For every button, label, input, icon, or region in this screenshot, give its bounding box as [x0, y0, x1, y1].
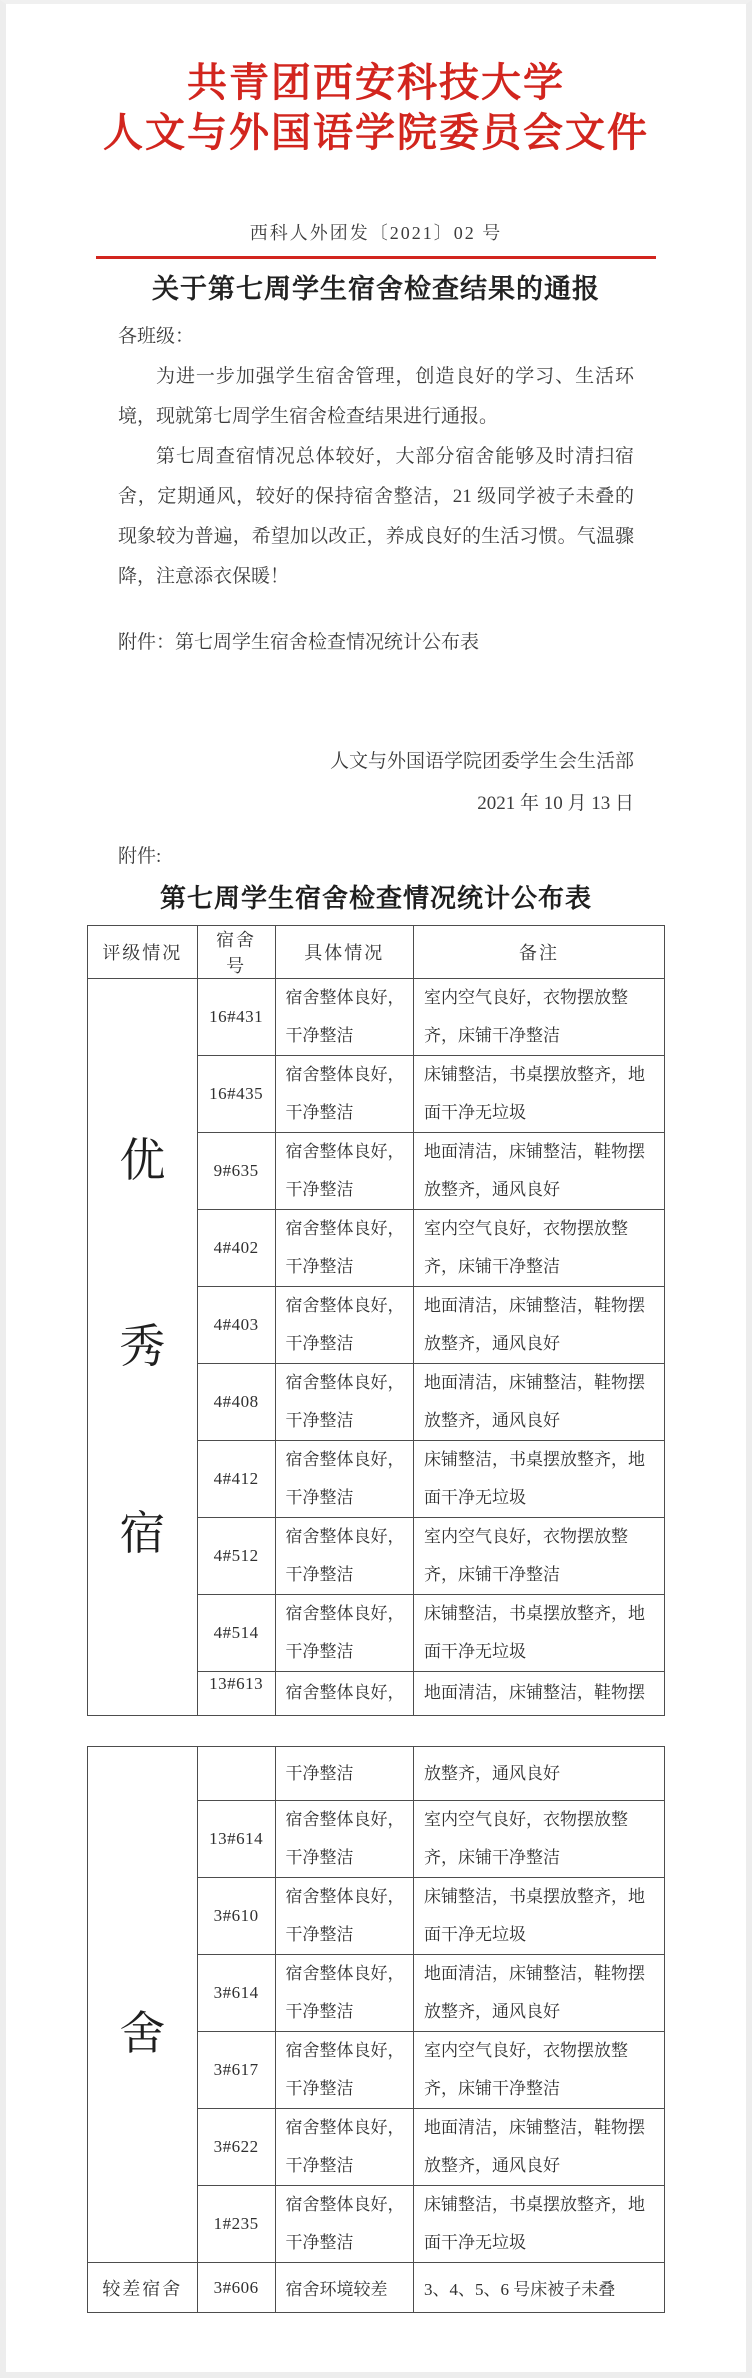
room-number: 4#408: [197, 1364, 275, 1441]
note-line: 床铺整洁，书桌摆放整齐，地: [423, 1450, 645, 1469]
note-line: 室内空气良好，衣物摆放整: [423, 988, 628, 1007]
note-cell: [413, 2186, 664, 2263]
category-char: 优: [119, 1134, 166, 1186]
detail-line: 宿舍整体良好，: [285, 2195, 405, 2214]
note-line: 齐，床铺干净整洁: [423, 1565, 560, 1584]
note-cell: [413, 1672, 664, 1716]
note-cell: [413, 1133, 664, 1210]
note-cell: [413, 979, 664, 1056]
note-cell: [413, 1518, 664, 1595]
note-cell: [413, 1955, 664, 2032]
room-number: 13#614: [197, 1801, 275, 1878]
note-cell: [413, 1747, 664, 1801]
category-cell-excellent: [88, 979, 198, 1716]
note-line: 地面清洁，床铺整洁，鞋物摆: [423, 1296, 645, 1315]
note-line: 室内空气良好，衣物摆放整: [423, 2041, 628, 2060]
detail-line: 干净整洁: [285, 1763, 354, 1783]
detail-line: 宿舍整体良好，: [285, 1527, 405, 1546]
detail-line: 干净整洁: [285, 1848, 354, 1867]
detail-line: 宿舍整体良好，: [285, 1683, 405, 1702]
note-line: 面干净无垃圾: [423, 1642, 526, 1661]
category-char: 宿: [119, 1507, 166, 1559]
note-line: 面干净无垃圾: [423, 1103, 526, 1122]
detail-cell: [275, 1747, 413, 1801]
letterhead-line-2: 人文与外国语学院委员会文件: [103, 110, 649, 155]
detail-cell: [275, 1518, 413, 1595]
note-line: 室内空气良好，衣物摆放整: [423, 1810, 628, 1829]
column-header: 宿舍号: [197, 926, 275, 979]
poor-category-label: 较差宿舍: [88, 2263, 198, 2313]
detail-line: 宿舍整体良好，: [285, 1219, 405, 1238]
detail-line: 干净整洁: [285, 2079, 354, 2098]
detail-line: 宿舍整体良好，: [285, 1450, 405, 1469]
detail-line: 宿舍整体良好，: [285, 988, 405, 1007]
room-number: 4#512: [197, 1518, 275, 1595]
detail-line: 宿舍整体良好，: [285, 1142, 405, 1161]
room-number: 4#412: [197, 1441, 275, 1518]
note-cell: [413, 1878, 664, 1955]
note-line: 地面清洁，床铺整洁，鞋物摆: [423, 1142, 645, 1161]
detail-cell: [275, 1441, 413, 1518]
red-divider-rule: [96, 256, 656, 259]
letterhead-line-1: 共青团西安科技大学: [187, 60, 565, 105]
detail-line: 干净整洁: [285, 2156, 354, 2175]
note-line: 齐，床铺干净整洁: [423, 1848, 560, 1867]
table-row: [88, 979, 665, 1056]
attachment-reference: 附件：第七周学生宿舍检查情况统计公布表: [118, 632, 480, 653]
detail-cell: [275, 1672, 413, 1716]
room-number: [197, 1747, 275, 1801]
room-number: 3#614: [197, 1955, 275, 2032]
room-number: 4#514: [197, 1595, 275, 1672]
note-cell: [413, 1364, 664, 1441]
detail-line: 干净整洁: [285, 1642, 354, 1661]
note-line: 床铺整洁，书桌摆放整齐，地: [423, 1604, 645, 1623]
note-line: 室内空气良好，衣物摆放整: [423, 1219, 628, 1238]
note-line: 放整齐，通风良好: [423, 1334, 560, 1353]
room-number: 9#635: [197, 1133, 275, 1210]
note-line: 床铺整洁，书桌摆放整齐，地: [423, 1887, 645, 1906]
detail-line: 干净整洁: [285, 1026, 354, 1045]
notice-body: [6, 317, 746, 663]
paragraph-2: 第七周查宿情况总体较好，大部分宿舍能够及时清扫宿舍，定期通风，较好的保持宿舍整洁，21 级同学被子未叠的现象较为普遍，希望加以改正，养成良好的生活习惯。气温骤降，注意添衣保暖！: [118, 446, 634, 587]
table-row: [88, 1747, 665, 1801]
signature-block: [6, 741, 746, 825]
note-line: 室内空气良好，衣物摆放整: [423, 1527, 628, 1546]
category-cell-excellent-continued: [88, 1747, 198, 2263]
note-cell: [413, 2109, 664, 2186]
inspection-table-part2: [87, 1746, 665, 2313]
note-line: 齐，床铺干净整洁: [423, 2079, 560, 2098]
attachment-table-title: 第七周学生宿舍检查情况统计公布表: [159, 884, 592, 913]
room-number: 3#610: [197, 1878, 275, 1955]
note-line: 放整齐，通风良好: [423, 1411, 560, 1430]
note-cell: [413, 2032, 664, 2109]
detail-cell: 宿舍环境较差: [275, 2263, 413, 2313]
detail-line: 干净整洁: [285, 1488, 354, 1507]
note-cell: [413, 1210, 664, 1287]
note-cell: [413, 1287, 664, 1364]
note-line: 地面清洁，床铺整洁，鞋物摆: [423, 2118, 645, 2137]
note-cell: [413, 1595, 664, 1672]
notice-title: 关于第七周学生宿舍检查结果的通报: [152, 274, 600, 304]
detail-cell: [275, 1287, 413, 1364]
note-line: 放整齐，通风良好: [423, 1180, 560, 1199]
note-line: 齐，床铺干净整洁: [423, 1026, 560, 1045]
detail-cell: [275, 2186, 413, 2263]
salutation: 各班级：: [118, 326, 195, 347]
detail-line: 宿舍整体良好，: [285, 1604, 405, 1623]
detail-line: 宿舍整体良好，: [285, 2118, 405, 2137]
note-cell: [413, 1056, 664, 1133]
note-line: 面干净无垃圾: [423, 1925, 526, 1944]
room-number: 3#622: [197, 2109, 275, 2186]
detail-line: 干净整洁: [285, 1180, 354, 1199]
detail-line: 干净整洁: [285, 1334, 354, 1353]
note-cell: [413, 1801, 664, 1878]
paragraph-1: 为进一步加强学生宿舍管理，创造良好的学习、生活环境，现就第七周学生宿舍检查结果进行通报。: [118, 366, 634, 427]
note-line: 地面清洁，床铺整洁，鞋物摆: [423, 1683, 645, 1702]
detail-cell: [275, 1878, 413, 1955]
doc-number: 西科人外团发〔2021〕02 号: [249, 223, 503, 243]
detail-cell: [275, 1133, 413, 1210]
detail-line: 干净整洁: [285, 1411, 354, 1430]
detail-line: 宿舍整体良好，: [285, 1296, 405, 1315]
note-line: 地面清洁，床铺整洁，鞋物摆: [423, 1373, 645, 1392]
column-header: 备注: [413, 926, 664, 979]
detail-line: 干净整洁: [285, 1257, 354, 1276]
detail-line: 干净整洁: [285, 2233, 354, 2252]
room-number: 1#235: [197, 2186, 275, 2263]
detail-cell: [275, 1210, 413, 1287]
note-line: 齐，床铺干净整洁: [423, 1257, 560, 1276]
room-number: 4#402: [197, 1210, 275, 1287]
detail-cell: [275, 1056, 413, 1133]
room-number: 3#617: [197, 2032, 275, 2109]
note-cell: [413, 1441, 664, 1518]
table-row-poor-dorm: [88, 2263, 665, 2313]
room-number: 16#435: [197, 1056, 275, 1133]
detail-cell: [275, 1801, 413, 1878]
column-header: 具体情况: [275, 926, 413, 979]
note-line: 床铺整洁，书桌摆放整齐，地: [423, 2195, 645, 2214]
note-line: 放整齐，通风良好: [423, 2002, 560, 2021]
note-line: 床铺整洁，书桌摆放整齐，地: [423, 1065, 645, 1084]
signer: 人文与外国语学院团委学生会生活部: [329, 751, 634, 772]
note-line: 放整齐，通风良好: [423, 2156, 560, 2175]
column-header: 评级情况: [88, 926, 198, 979]
table-header-row: [88, 926, 665, 979]
detail-line: 宿舍整体良好，: [285, 1065, 405, 1084]
detail-cell: [275, 2032, 413, 2109]
detail-line: 干净整洁: [285, 1103, 354, 1122]
inspection-table-part1: [87, 925, 665, 1716]
attachment-label: 附件:: [118, 846, 162, 867]
note-line: 面干净无垃圾: [423, 1488, 526, 1507]
detail-line: 宿舍整体良好，: [285, 1887, 405, 1906]
detail-cell: [275, 979, 413, 1056]
detail-cell: [275, 1955, 413, 2032]
detail-line: 宿舍整体良好，: [285, 1964, 405, 1983]
detail-line: 干净整洁: [285, 1925, 354, 1944]
detail-line: 宿舍整体良好，: [285, 1373, 405, 1392]
category-char: 秀: [119, 1321, 166, 1372]
note-line: 地面清洁，床铺整洁，鞋物摆: [423, 1964, 645, 1983]
detail-line: 宿舍整体良好，: [285, 1810, 405, 1829]
room-number: 4#403: [197, 1287, 275, 1364]
detail-line: 宿舍整体良好，: [285, 2041, 405, 2060]
note-line: 放整齐，通风良好: [423, 1763, 560, 1783]
room-number: 13#613: [197, 1672, 275, 1716]
category-char: 舍: [119, 2007, 166, 2059]
detail-line: 干净整洁: [285, 2002, 354, 2021]
date: 2021 年 10 月 13 日: [477, 793, 634, 814]
note-line: 面干净无垃圾: [423, 2233, 526, 2252]
detail-cell: [275, 1364, 413, 1441]
room-number: 16#431: [197, 979, 275, 1056]
note-cell: 3、4、5、6 号床被子未叠: [413, 2263, 664, 2313]
detail-cell: [275, 2109, 413, 2186]
room-number: 3#606: [197, 2263, 275, 2313]
detail-cell: [275, 1595, 413, 1672]
detail-line: 干净整洁: [285, 1565, 354, 1584]
